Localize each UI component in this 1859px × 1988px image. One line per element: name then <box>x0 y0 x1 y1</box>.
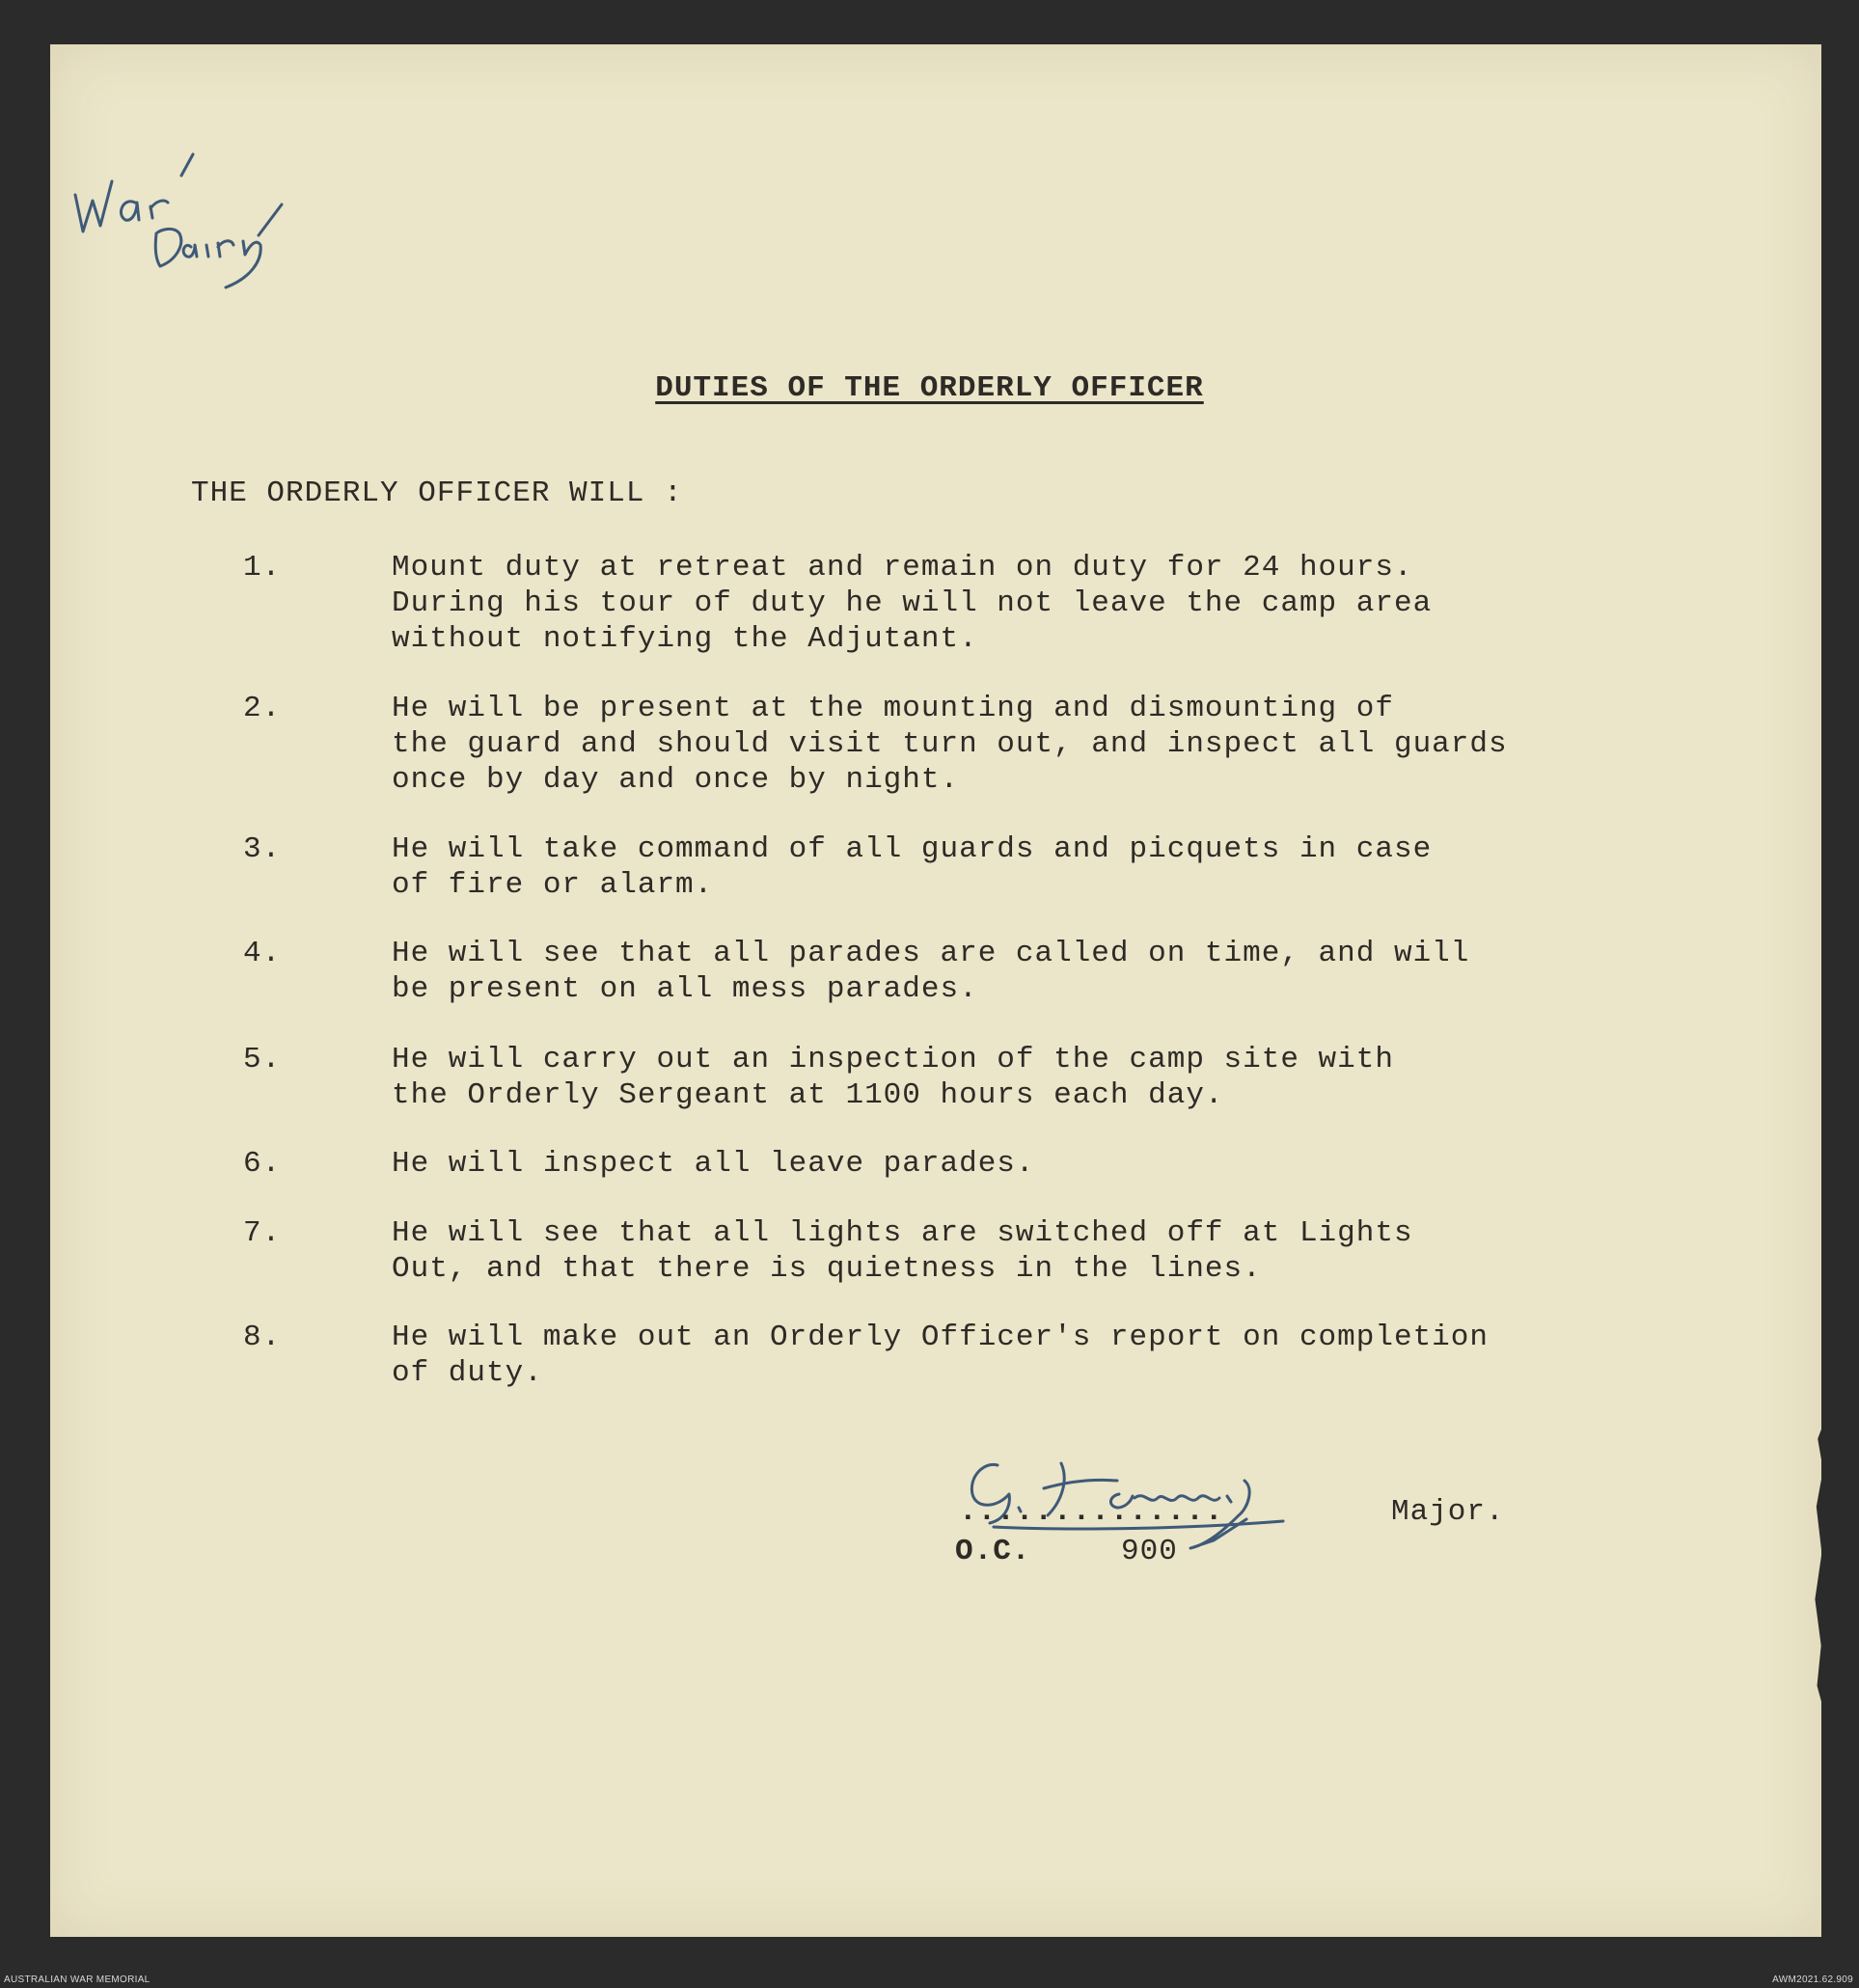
duty-text: He will inspect all leave parades. <box>392 1147 1035 1181</box>
duty-number: 1. <box>243 551 282 585</box>
duty-number: 5. <box>243 1043 282 1076</box>
duty-text: He will be present at the mounting and dismounting of the guard and should visit turn out, and inspect all guards once by day and once by night. <box>392 692 1508 797</box>
handwritten-war-diary-note <box>68 125 318 289</box>
duty-text: He will see that all parades are called on time, and will be present on all mess parades. <box>392 937 1470 1006</box>
duty-number: 7. <box>243 1216 282 1250</box>
unit-number: 900 <box>1121 1535 1178 1568</box>
duty-text: He will carry out an inspection of the camp site with the Orderly Sergeant at 1100 hours each day. <box>392 1043 1394 1112</box>
duty-text: He will make out an Orderly Officer's report on completion of duty. <box>392 1321 1489 1390</box>
officer-commanding-label: O.C. <box>955 1535 1031 1568</box>
duty-number: 3. <box>243 832 282 866</box>
duty-text: He will see that all lights are switched off at Lights Out, and that there is quietness in the lines. <box>392 1216 1413 1286</box>
signatory-rank: Major. <box>1391 1495 1505 1529</box>
duty-number: 8. <box>243 1321 282 1354</box>
duty-text: He will take command of all guards and picquets in case of fire or alarm. <box>392 832 1433 902</box>
duty-number: 2. <box>243 692 282 725</box>
signature-block <box>955 1452 1534 1587</box>
signature-dotted-line: .............. <box>959 1495 1224 1529</box>
archive-credit: AUSTRALIAN WAR MEMORIAL <box>4 1974 150 1985</box>
intro-statement: THE ORDERLY OFFICER WILL : <box>191 477 683 510</box>
torn-edge <box>1814 1414 1827 1723</box>
duty-text: Mount duty at retreat and remain on duty for 24 hours. During his tour of duty he will not leave the camp area without notifying the Adjutant. <box>392 551 1433 656</box>
duty-number: 4. <box>243 937 282 970</box>
duty-number: 6. <box>243 1147 282 1181</box>
document-title: DUTIES OF THE ORDERLY OFFICER <box>655 371 1204 405</box>
archive-reference: AWM2021.62.909 <box>1772 1974 1853 1985</box>
